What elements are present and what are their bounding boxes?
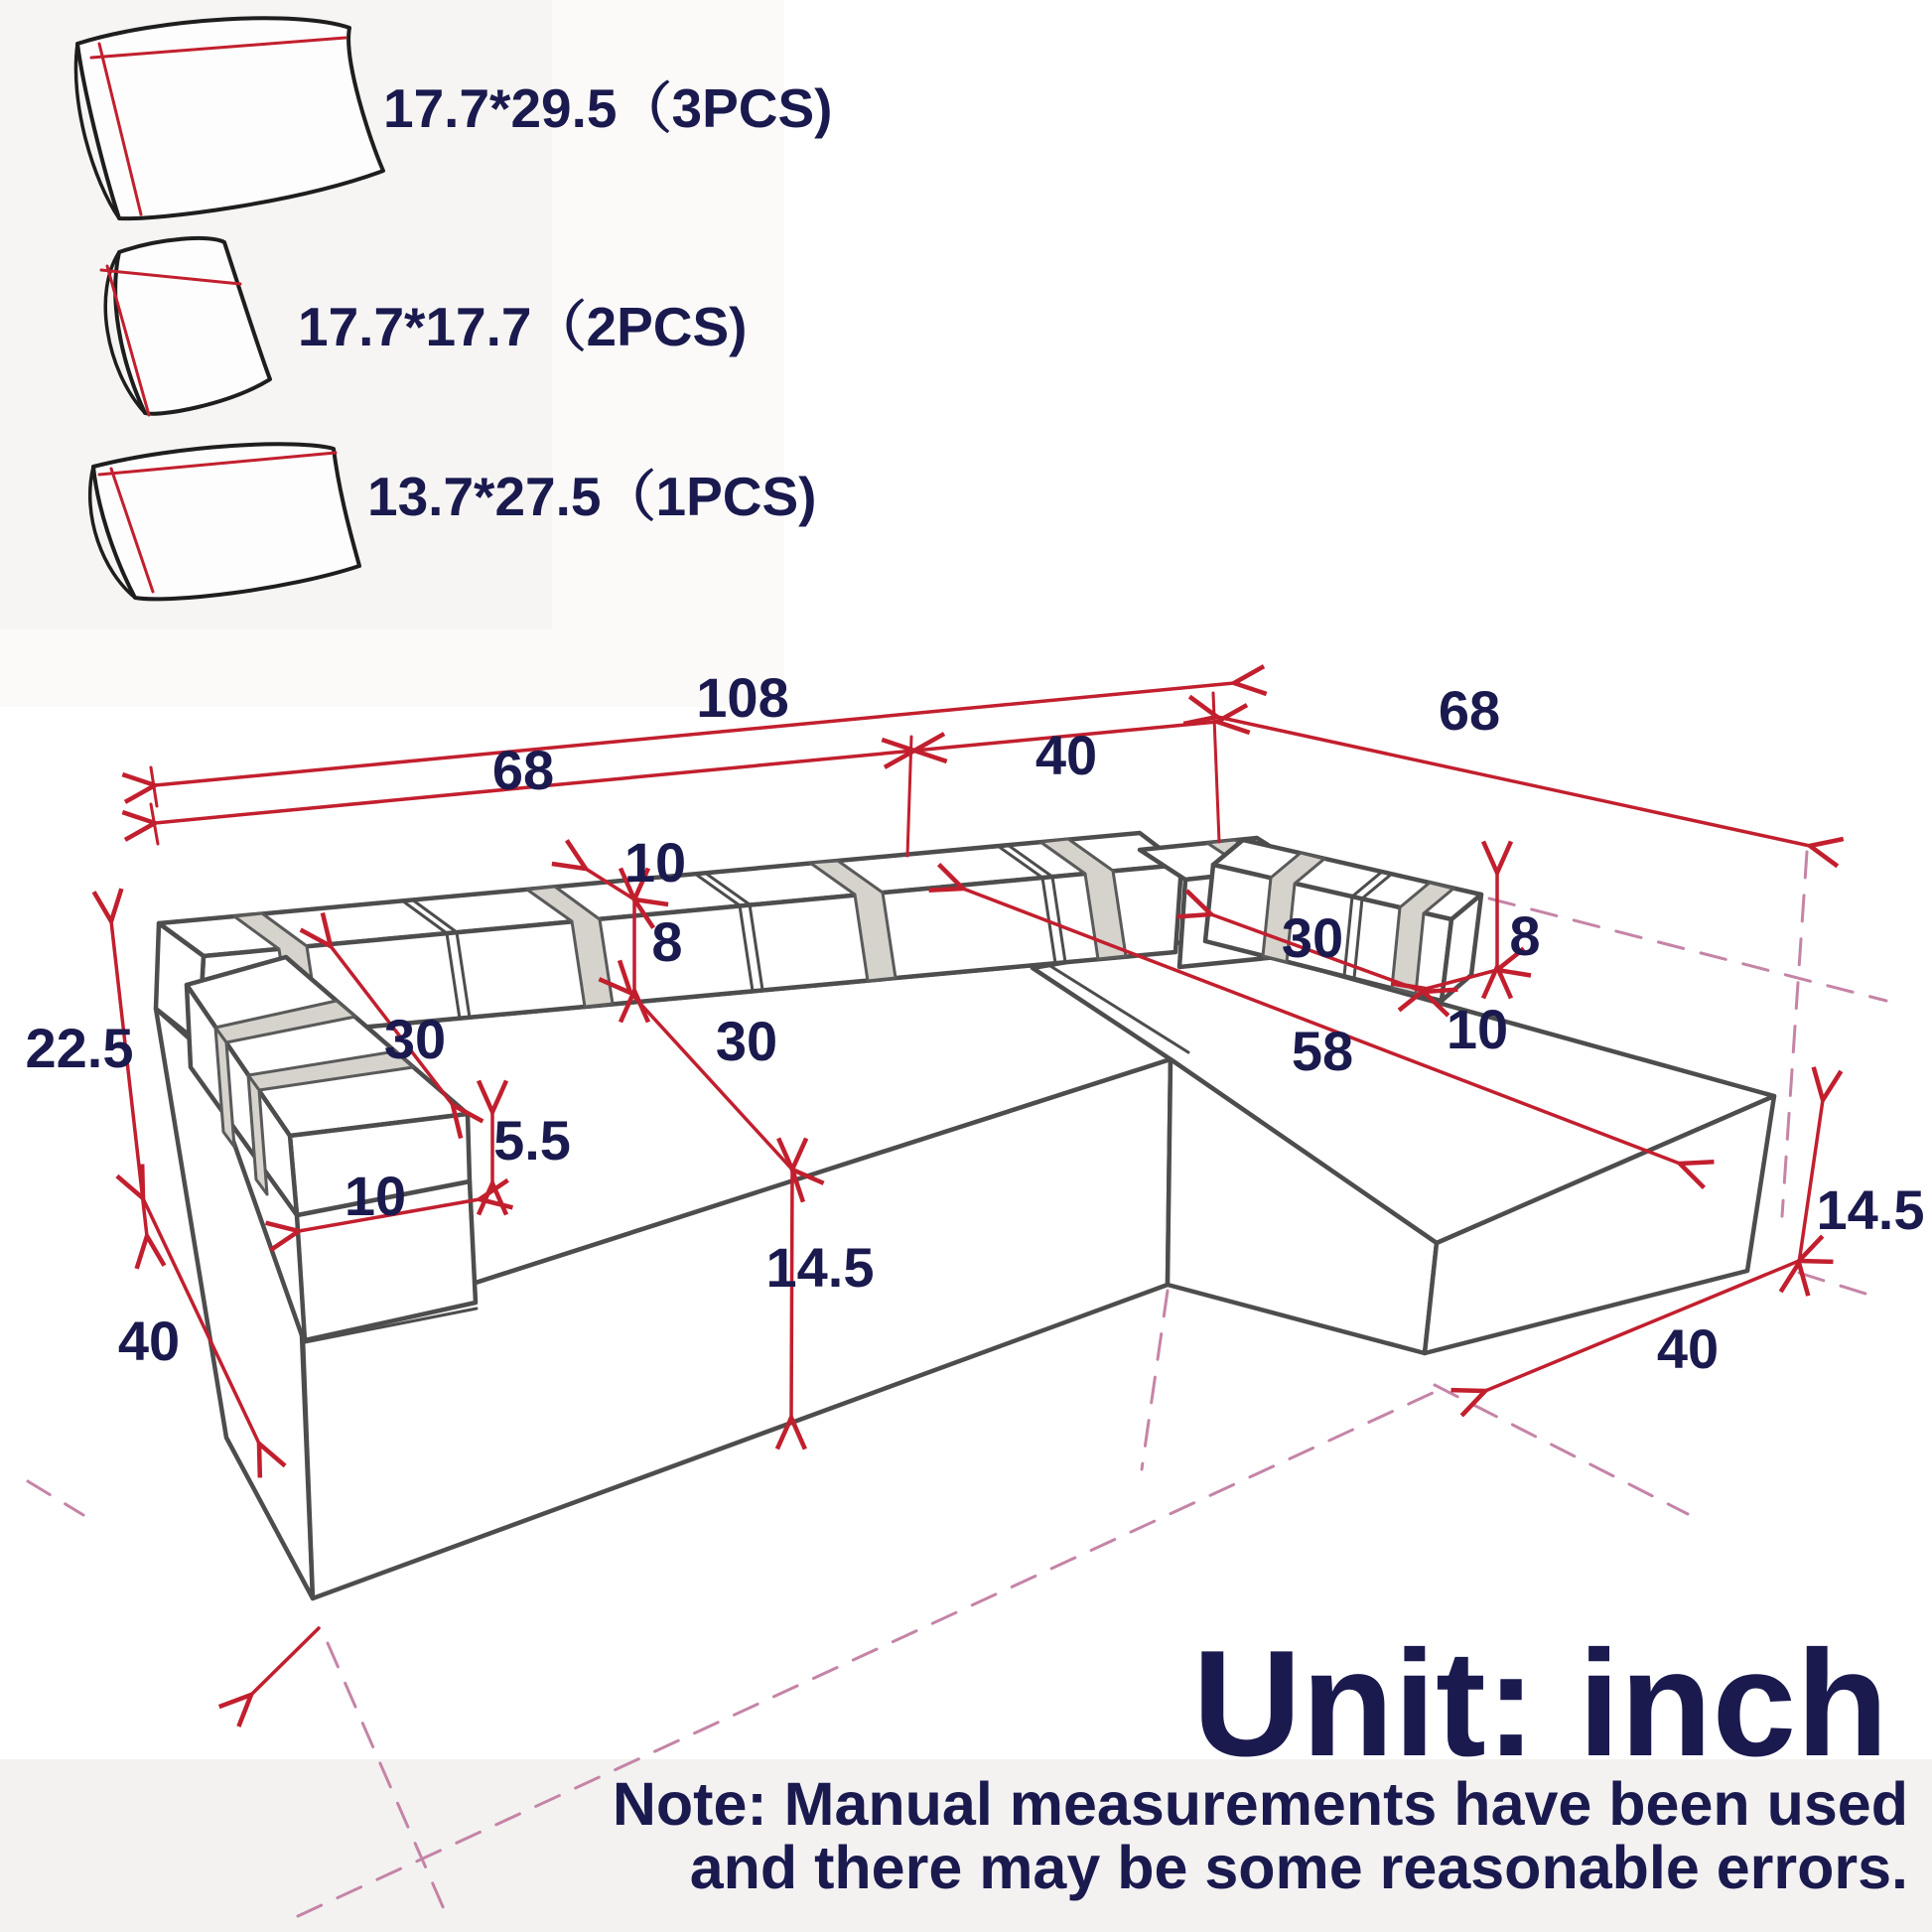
pillow-large-label: 17.7*29.5（3PCS) <box>383 77 833 139</box>
dim-backrest-height: 8 <box>651 910 683 973</box>
dim-right-backrest-length: 30 <box>1281 906 1344 969</box>
dim-line-68-right <box>1217 717 1810 846</box>
dim-right-back-section-width: 40 <box>1035 724 1098 786</box>
dashed-right-vertical <box>1782 852 1807 1216</box>
dashed-right-horizontal <box>1489 898 1886 1001</box>
pillow-lumbar-label: 13.7*27.5（1PCS) <box>367 466 817 527</box>
dim-chaise-seat-length: 58 <box>1291 1020 1354 1082</box>
dim-seat-depth: 30 <box>715 1010 778 1072</box>
dim-chaise-overall-depth: 68 <box>1438 679 1501 742</box>
dim-chaise-height: 14.5 <box>1816 1178 1925 1241</box>
dim-arm-height: 5.5 <box>493 1109 571 1172</box>
dim-overall-width: 108 <box>696 666 789 729</box>
dim-left-section-width: 68 <box>491 739 555 801</box>
extension-arrow-left <box>251 1628 319 1695</box>
dim-seat-height: 14.5 <box>765 1236 875 1299</box>
dim-arm-cushion-length: 30 <box>383 1008 447 1070</box>
note-line-2: and there may be some reasonable errors. <box>689 1834 1908 1901</box>
pillow-lumbar <box>93 444 359 599</box>
unit-label: Unit: inch <box>1192 1619 1888 1788</box>
dim-chaise-width: 40 <box>1656 1317 1720 1380</box>
dim-right-backrest-depth: 10 <box>1446 998 1509 1060</box>
dashed-chaise-floor <box>1435 1385 1688 1514</box>
dim-arm-width: 10 <box>344 1165 407 1227</box>
dashed-bottom-right <box>1799 1273 1881 1299</box>
dim-overall-height: 22.5 <box>25 1017 134 1079</box>
pillow-panel <box>75 18 832 599</box>
pillow-square-label: 17.7*17.7（2PCS) <box>298 296 748 357</box>
dashed-left-short <box>28 1481 83 1515</box>
dim-left-depth: 40 <box>117 1310 181 1372</box>
dashed-seat-corner-drop <box>1142 1291 1168 1469</box>
dim-backrest-depth: 10 <box>623 831 687 894</box>
dim-right-backrest-height: 8 <box>1509 904 1541 967</box>
note-line-1: Note: Manual measurements have been used <box>612 1770 1908 1838</box>
